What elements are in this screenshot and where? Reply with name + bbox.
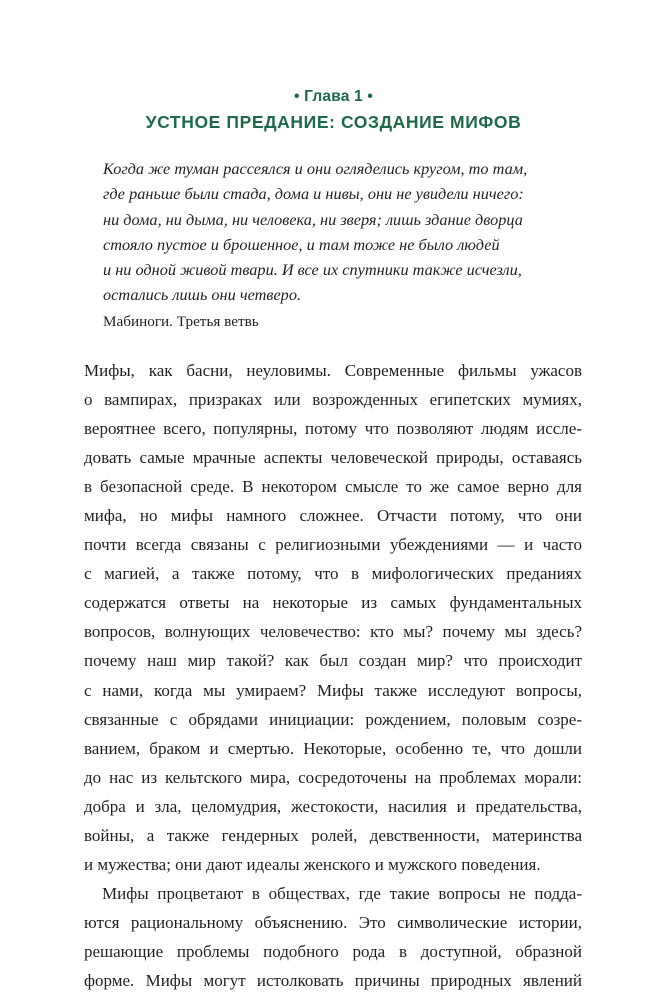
text-line: и мужества; они дают идеалы женского и мужского поведения. (84, 854, 541, 874)
paragraph-1 (84, 356, 582, 879)
text-line: мифа, но мифы намного сложнее. Отчасти потому, что они (84, 506, 582, 526)
body-text (84, 356, 582, 995)
text-line: до нас из кельтского мира, сосредоточены на проблемах морали: (84, 767, 582, 787)
text-line: ются рациональному объяснению. Это символические истории, (84, 912, 582, 932)
epigraph-source: Мабиноги. Третья ветвь (103, 312, 259, 330)
epigraph-line: остались лишь они четверо. (103, 285, 302, 305)
epigraph-line: где раньше были стада, дома и нивы, они не увидели ничего: (103, 184, 524, 204)
paragraph-2 (84, 879, 582, 995)
text-line: вопросов, волнующих человечество: кто мы? почему мы здесь? (84, 622, 582, 642)
text-line: ванием, браком и смертью. Некоторые, особенно те, что дошли (84, 738, 582, 758)
text-line: довать самые мрачные аспекты человеческой природы, оставаясь (84, 448, 582, 468)
text-line: содержатся ответы на некоторые из самых фундаментальных (84, 593, 582, 613)
text-line: вероятнее всего, популярны, потому что позволяют людям иссле- (84, 419, 582, 439)
text-line: почти всегда связаны с религиозными убеждениями — и часто (84, 535, 582, 555)
text-line: почему наш мир такой? как был создан мир? что происходит (84, 651, 582, 671)
text-line: в безопасной среде. В некотором смысле то же самое верно для (84, 477, 582, 497)
chapter-title: УСТНОЕ ПРЕДАНИЕ: СОЗДАНИЕ МИФОВ (145, 112, 522, 132)
epigraph-line: и ни одной живой твари. И все их спутники также исчезли, (103, 260, 522, 280)
epigraph-line: ни дома, ни дыма, ни человека, ни зверя; лишь здание дворца (103, 209, 523, 229)
text-line: решающие проблемы подобного рода в доступной, образной (84, 941, 582, 961)
text-line: о вампирах, призраках или возрожденных египетских мумиях, (84, 390, 582, 410)
epigraph (103, 156, 593, 334)
text-line: войны, а также гендерных ролей, девственности, материнства (84, 825, 582, 845)
text-line: Мифы, как басни, неуловимы. Современные фильмы ужасов (84, 361, 582, 380)
text-line: Мифы процветают в обществах, где такие вопросы не подда- (102, 883, 582, 903)
text-line: связанные с обрядами инициации: рождением, половым созре- (84, 709, 582, 729)
text-line: форме. Мифы могут истолковать причины природных явлений (84, 970, 582, 990)
text-line: с нами, когда мы умираем? Мифы также исследуют вопросы, (84, 680, 582, 700)
epigraph-line: стояло пустое и брошенное, и там тоже не было людей (103, 234, 500, 254)
chapter-label: • Глава 1 • (293, 88, 374, 105)
text-line: с магией, а также потому, что в мифологических преданиях (84, 564, 582, 584)
epigraph-line: Когда же туман рассеялся и они огляделись кругом, то там, (103, 159, 528, 178)
text-line: добра и зла, целомудрия, жестокости, насилия и предательства, (84, 796, 582, 816)
